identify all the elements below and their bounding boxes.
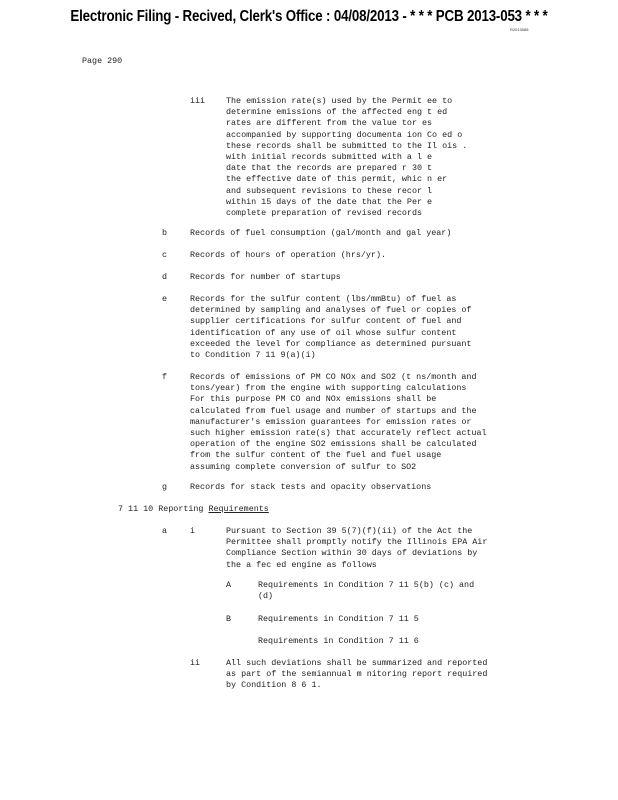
text-line: Compliance Section within 30 days of deviations by (226, 548, 478, 559)
item-i-body (226, 526, 487, 571)
item-marker-c: c (162, 250, 168, 260)
item-ii-body (226, 658, 487, 692)
item-B-text: Requirements in Condition 7 11 5 (258, 614, 419, 624)
text-line: (d) (258, 591, 274, 602)
item-marker-iii: iii (190, 96, 206, 106)
text-line: these records shall be submitted to the Il ois . (226, 140, 468, 151)
text-line: from the sulfur content of the fuel and fuel usage (190, 450, 442, 461)
item-C-text: Requirements in Condition 7 11 6 (258, 636, 419, 646)
section-heading (118, 504, 269, 515)
text-line: such higher emission rate(s) that accurately reflect actual (190, 428, 487, 439)
text-line: rates are different from the value tor es (226, 118, 433, 129)
item-marker-d: d (162, 272, 168, 282)
item-marker-e: e (162, 294, 168, 304)
item-e-body (190, 294, 471, 361)
text-line: For this purpose PM CO and NOx emissions shall be (190, 394, 437, 405)
text-line: identification of any use of oil whose sulfur content (190, 327, 457, 338)
text-line: the a fec ed engine as follows (226, 559, 377, 570)
item-marker-b: b (162, 228, 168, 238)
section-title-underlined: Requirements (208, 504, 269, 514)
item-b-text: Records of fuel consumption (gal/month and gal year) (190, 228, 452, 238)
item-marker-i: i (190, 526, 196, 536)
text-line: Pursuant to Section 39 5(7)(f)(ii) of the Act the (226, 526, 473, 536)
text-line: accompanied by supporting documenta ion Co ed o (226, 129, 463, 140)
item-iii-body (226, 96, 467, 219)
text-line: tons/year) from the engine with supporting calculations (190, 383, 467, 394)
text-line: with initial records submitted with a l e (226, 152, 433, 163)
text-line: Requirements in Condition 7 11 5(b) (c) and (258, 580, 475, 590)
item-f-body (190, 372, 487, 473)
text-line: complete preparation of revised records (226, 208, 423, 219)
text-line: exceeded the level for compliance as determined pursuant (190, 338, 472, 349)
text-line: and subsequent revisions to these recor l (226, 185, 433, 196)
section-title-prefix: Reporting (158, 504, 209, 514)
section-number: 7 11 10 (118, 504, 154, 514)
filing-banner: Electronic Filing - Recived, Clerk's Office : 04/08/2013 - * * * PCB 2013-053 * * * (70, 8, 548, 25)
item-marker-a: a (162, 526, 168, 536)
text-line: determined by sampling and analyses of fuel or copies of (190, 305, 472, 316)
text-line: manufacturer's emission guarantees for emission rates or (190, 416, 472, 427)
text-line: by Condition 8 6 1. (226, 680, 322, 691)
text-line: The emission rate(s) used by the Permit ee to (226, 96, 453, 106)
item-marker-g: g (162, 482, 168, 492)
item-marker-f: f (162, 372, 168, 382)
text-line: Permittee shall promptly notify the Illinois EPA Air (226, 537, 488, 548)
text-line: supplier certifications for sulfur content of fuel and (190, 316, 462, 327)
filing-stamp: R2013088 (510, 27, 529, 32)
item-d-text: Records for number of startups (190, 272, 341, 282)
text-line: within 15 days of the date that the Per e (226, 196, 433, 207)
text-line: Records of emissions of PM CO NOx and SO2 (t ns/month and (190, 372, 477, 382)
text-line: All such deviations shall be summarized and reported (226, 658, 488, 668)
item-marker-ii: ii (190, 658, 201, 668)
text-line: date that the records are prepared r 30 t (226, 163, 433, 174)
item-marker-A: A (226, 580, 232, 590)
text-line: determine emissions of the affected eng t ed (226, 107, 448, 118)
text-line: as part of the semiannual m nitoring report required (226, 669, 488, 680)
text-line: operation of the engine SO2 emissions shall be calculated (190, 439, 477, 450)
item-c-text: Records of hours of operation (hrs/yr). (190, 250, 387, 260)
text-line: to Condition 7 11 9(a)(i) (190, 350, 316, 361)
text-line: assuming complete conversion of sulfur to SO2 (190, 461, 417, 472)
item-g-text: Records for stack tests and opacity observations (190, 482, 432, 492)
item-marker-B: B (226, 614, 232, 624)
page-label: Page 290 (82, 56, 123, 66)
text-line: the effective date of this permit, whic n er (226, 174, 448, 185)
text-line: calculated from fuel usage and number of startups and the (190, 405, 477, 416)
item-A-body (258, 580, 474, 602)
text-line: Records for the sulfur content (lbs/mmBtu) of fuel as (190, 294, 457, 304)
